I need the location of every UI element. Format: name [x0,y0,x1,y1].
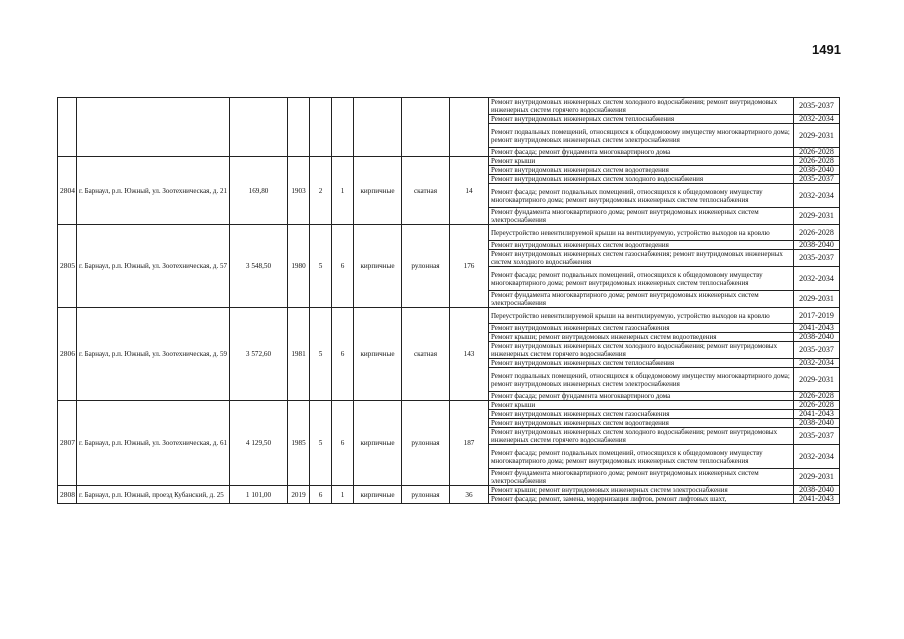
work-type-cell: Ремонт внутридомовых инженерных систем водоотведения [489,419,794,428]
floors-cell: 5 [310,225,332,308]
period-cell: 2026-2028 [794,401,840,410]
period-cell: 2029-2031 [794,208,840,225]
empty-cell [450,98,489,157]
residents-cell: 14 [450,157,489,225]
residents-cell: 143 [450,308,489,401]
empty-cell [332,98,354,157]
row-number: 2807 [58,401,77,486]
work-type-cell: Ремонт крыши [489,401,794,410]
table-body [58,98,840,504]
wall-material-cell: кирпичные [354,157,402,225]
year-built-cell: 2019 [288,486,310,504]
residents-cell: 36 [450,486,489,504]
empty-cell [402,98,450,157]
residents-cell: 187 [450,401,489,486]
floors-cell: 5 [310,308,332,401]
empty-cell [58,98,77,157]
entrances-cell: 1 [332,157,354,225]
capital-repair-table [57,97,840,504]
table-row [58,225,840,241]
period-cell: 2032-2034 [794,359,840,368]
period-cell: 2035-2037 [794,428,840,445]
period-cell: 2029-2031 [794,124,840,148]
area-cell: 3 572,60 [230,308,288,401]
work-type-cell: Ремонт фасада; ремонт фундамента многоквартирного дома [489,148,794,157]
wall-material-cell: кирпичные [354,401,402,486]
roof-type-cell: рулонная [402,486,450,504]
work-type-cell: Ремонт фасада; ремонт подвальных помещений, относящихся к общедомовому имуществу многоквартирного дома; ремонт внутридомовых инженерных систем теплоснабжения [489,445,794,469]
period-cell: 2026-2028 [794,225,840,241]
row-number: 2805 [58,225,77,308]
work-type-cell: Ремонт фундамента многоквартирного дома; ремонт внутридомовых инженерных систем электроснабжения [489,208,794,225]
empty-cell [288,98,310,157]
address-cell: г. Барнаул, р.п. Южный, ул. Зоотехническая, д. 57 [77,225,230,308]
work-type-cell: Ремонт внутридомовых инженерных систем теплоснабжения [489,359,794,368]
address-cell: г. Барнаул, р.п. Южный, проезд Кубанский, д. 25 [77,486,230,504]
work-type-cell: Ремонт внутридомовых инженерных систем водоотведения [489,166,794,175]
table-row [58,308,840,324]
table-row [58,157,840,166]
period-cell: 2038-2040 [794,419,840,428]
work-type-cell: Ремонт внутридомовых инженерных систем газоснабжения [489,324,794,333]
work-type-cell: Ремонт крыши; ремонт внутридомовых инженерных систем водоотведения [489,333,794,342]
period-cell: 2035-2037 [794,175,840,184]
period-cell: 2032-2034 [794,115,840,124]
period-cell: 2035-2037 [794,250,840,267]
year-built-cell: 1981 [288,308,310,401]
area-cell: 4 129,50 [230,401,288,486]
work-type-cell: Переустройство невентилируемой крыши на вентилируемую, устройство выходов на кровлю [489,225,794,241]
address-cell: г. Барнаул, р.п. Южный, ул. Зоотехническая, д. 59 [77,308,230,401]
table-row [58,486,840,495]
period-cell: 2029-2031 [794,368,840,392]
period-cell: 2026-2028 [794,148,840,157]
work-type-cell: Ремонт внутридомовых инженерных систем газоснабжения; ремонт внутридомовых инженерных систем холодного водоснабжения [489,250,794,267]
period-cell: 2017-2019 [794,308,840,324]
period-cell: 2035-2037 [794,98,840,115]
work-type-cell: Ремонт внутридомовых инженерных систем холодного водоснабжения; ремонт внутридомовых инженерных систем горячего водоснабжения [489,428,794,445]
roof-type-cell: скатная [402,308,450,401]
area-cell: 1 101,00 [230,486,288,504]
empty-cell [230,98,288,157]
work-type-cell: Ремонт фасада; ремонт подвальных помещений, относящихся к общедомовому имуществу многоквартирного дома; ремонт внутридомовых инженерных систем теплоснабжения [489,267,794,291]
work-type-cell: Ремонт внутридомовых инженерных систем холодного водоснабжения; ремонт внутридомовых инженерных систем горячего водоснабжения [489,98,794,115]
work-type-cell: Ремонт крыши [489,157,794,166]
wall-material-cell: кирпичные [354,486,402,504]
period-cell: 2041-2043 [794,410,840,419]
table-row [58,98,840,115]
area-cell: 169,80 [230,157,288,225]
roof-type-cell: скатная [402,157,450,225]
work-type-cell: Ремонт фундамента многоквартирного дома; ремонт внутридомовых инженерных систем электроснабжения [489,469,794,486]
period-cell: 2032-2034 [794,184,840,208]
period-cell: 2029-2031 [794,291,840,308]
work-type-cell: Ремонт подвальных помещений, относящихся к общедомовому имуществу многоквартирного дома; ремонт внутридомовых инженерных систем электроснабжения [489,124,794,148]
period-cell: 2038-2040 [794,241,840,250]
entrances-cell: 6 [332,401,354,486]
period-cell: 2026-2028 [794,392,840,401]
work-type-cell: Ремонт внутридомовых инженерных систем теплоснабжения [489,115,794,124]
period-cell: 2041-2043 [794,324,840,333]
work-type-cell: Ремонт внутридомовых инженерных систем водоотведения [489,241,794,250]
period-cell: 2038-2040 [794,333,840,342]
page-number: 1491 [812,42,841,57]
work-type-cell: Ремонт фасада; ремонт фундамента многоквартирного дома [489,392,794,401]
period-cell: 2029-2031 [794,469,840,486]
year-built-cell: 1903 [288,157,310,225]
wall-material-cell: кирпичные [354,225,402,308]
year-built-cell: 1980 [288,225,310,308]
work-type-cell: Ремонт подвальных помещений, относящихся к общедомовому имуществу многоквартирного дома; ремонт внутридомовых инженерных систем электроснабжения [489,368,794,392]
work-type-cell: Переустройство невентилируемой крыши на вентилируемую, устройство выходов на кровлю [489,308,794,324]
period-cell: 2026-2028 [794,157,840,166]
roof-type-cell: рулонная [402,401,450,486]
period-cell: 2035-2037 [794,342,840,359]
wall-material-cell: кирпичные [354,308,402,401]
period-cell: 2038-2040 [794,486,840,495]
entrances-cell: 6 [332,308,354,401]
row-number: 2806 [58,308,77,401]
floors-cell: 5 [310,401,332,486]
area-cell: 3 548,50 [230,225,288,308]
entrances-cell: 1 [332,486,354,504]
empty-cell [310,98,332,157]
period-cell: 2041-2043 [794,495,840,504]
row-number: 2804 [58,157,77,225]
work-type-cell: Ремонт внутридомовых инженерных систем газоснабжения [489,410,794,419]
period-cell: 2038-2040 [794,166,840,175]
year-built-cell: 1985 [288,401,310,486]
entrances-cell: 6 [332,225,354,308]
floors-cell: 6 [310,486,332,504]
work-type-cell: Ремонт внутридомовых инженерных систем холодного водоснабжения; ремонт внутридомовых инженерных систем горячего водоснабжения [489,342,794,359]
table-row [58,401,840,410]
address-cell: г. Барнаул, р.п. Южный, ул. Зоотехническая, д. 61 [77,401,230,486]
work-type-cell: Ремонт фасада; ремонт подвальных помещений, относящихся к общедомовому имуществу многоквартирного дома; ремонт внутридомовых инженерных систем теплоснабжения [489,184,794,208]
floors-cell: 2 [310,157,332,225]
work-type-cell: Ремонт внутридомовых инженерных систем холодного водоснабжения [489,175,794,184]
work-type-cell: Ремонт фасада; ремонт, замена, модернизация лифтов, ремонт лифтовых шахт, [489,495,794,504]
period-cell: 2032-2034 [794,267,840,291]
work-type-cell: Ремонт крыши; ремонт внутридомовых инженерных систем электроснабжения [489,486,794,495]
row-number: 2808 [58,486,77,504]
residents-cell: 176 [450,225,489,308]
address-cell: г. Барнаул, р.п. Южный, ул. Зоотехническая, д. 21 [77,157,230,225]
empty-cell [354,98,402,157]
roof-type-cell: рулонная [402,225,450,308]
period-cell: 2032-2034 [794,445,840,469]
empty-cell [77,98,230,157]
work-type-cell: Ремонт фундамента многоквартирного дома; ремонт внутридомовых инженерных систем электроснабжения [489,291,794,308]
